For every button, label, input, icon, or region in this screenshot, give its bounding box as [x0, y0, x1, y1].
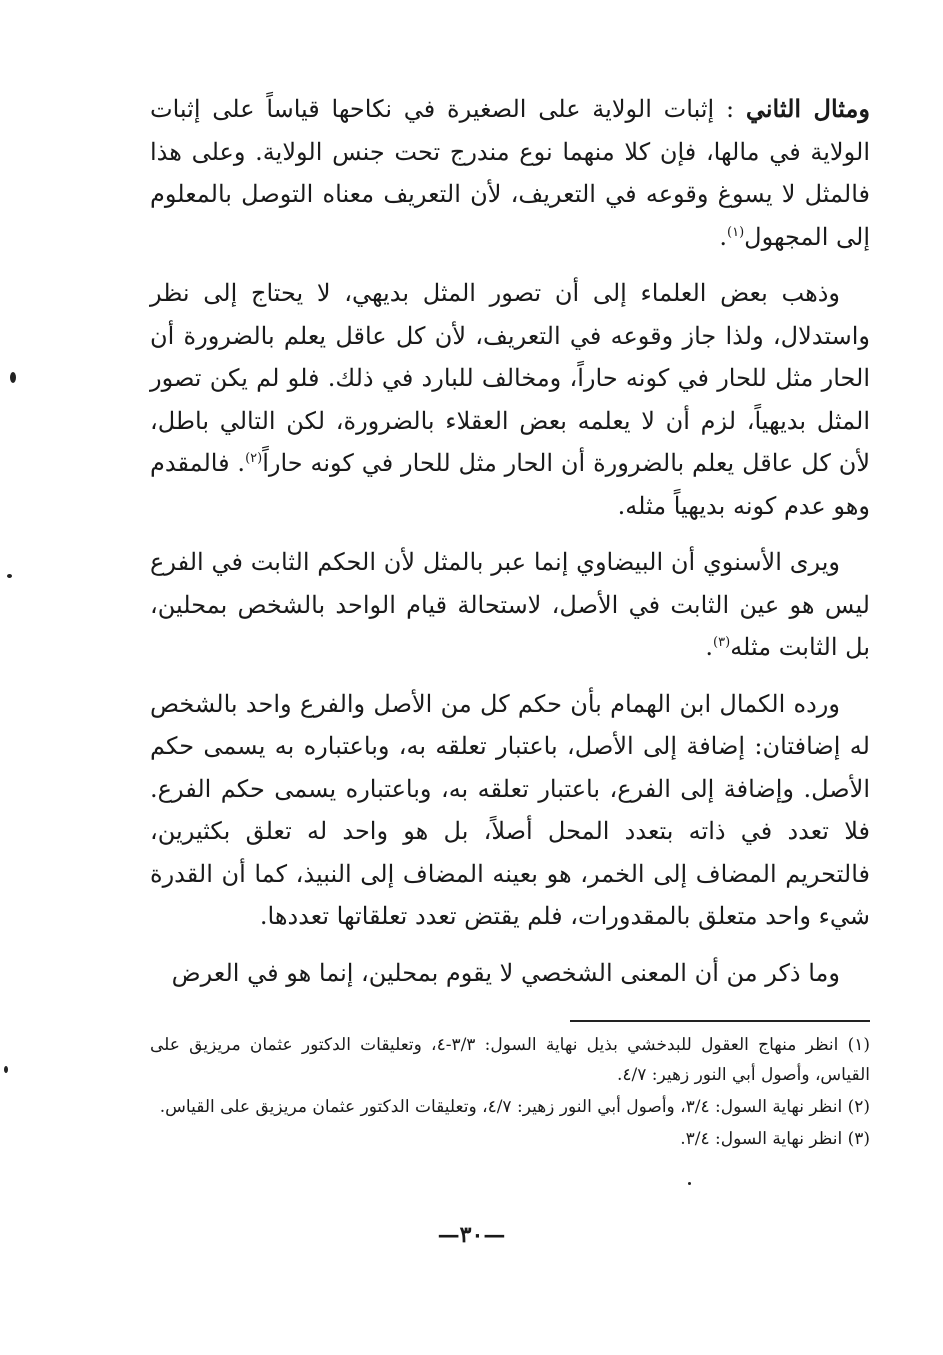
scan-speck — [10, 372, 16, 383]
paragraph-text: وما ذكر من أن المعنى الشخصي لا يقوم بمحلين، إنما هو في العرض — [171, 958, 840, 987]
footnote-3: (٣) انظر نهاية السول: ٣/٤. — [680, 1129, 870, 1149]
footnote-2: (٢) انظر نهاية السول: ٣/٤، وأصول أبي النور زهير: ٤/٧، وتعليقات الدكتور عثمان مريزيق على القياس. — [159, 1097, 870, 1117]
footnote-divider — [570, 1020, 870, 1022]
document-page — [150, 88, 870, 1008]
paragraph-2 — [150, 272, 870, 527]
footnote-1: (١) انظر منهاج العقول للبدخشي بذيل نهاية السول: ٣/٣-٤، وتعليقات الدكتور عثمان مريزيق على القياس، وأصول أبي النور زهير: ٤/٧. — [150, 1035, 870, 1085]
footnote-ref-1[interactable]: (١) — [727, 224, 745, 240]
paragraph-3 — [150, 541, 870, 669]
scan-speck — [7, 574, 12, 578]
footnote-ref-3[interactable]: (٣) — [713, 635, 731, 650]
paragraph-text: : إثبات الولاية على الصغيرة في نكاحها قياساً على إثبات الولاية في مالها، فإن كلا منهما نوع مندرج تحت جنس الولاية. وعلى هذا فالمثل لا يسوغ وقوعه في التعريف، لأن التعريف معناه التوصل بالمعلوم إلى المجهول — [150, 95, 870, 251]
paragraph-5 — [150, 952, 870, 995]
paragraph-tail: . — [705, 633, 714, 661]
paragraph-tail: . فالمقدم وهو عدم كونه بديهياً مثله. — [150, 449, 870, 520]
paragraph-1 — [150, 88, 870, 258]
paragraph-text: ويرى الأسنوي أن البيضاوي إنما عبر بالمثل لأن الحكم الثابت في الفرع ليس هو عين الثابت في الأصل، لاستحالة قيام الواحد بالشخص بمحلين، بل الثابت مثله — [150, 548, 870, 661]
footnotes-section — [150, 1020, 870, 1156]
scan-speck — [688, 1182, 691, 1185]
paragraph-text: ورده الكمال ابن الهمام بأن حكم كل من الأصل والفرع واحد بالشخص له إضافتان: إضافة إلى الأصل، باعتبار تعلقه به، وباعتباره به يسمى حكم الأصل. وإضافة إلى الفرع، باعتبار تعلقه به، وباعتباره يسمى حكم الفرع. فلا تعدد في ذاته بتعدد المحل أصلاً، بل هو واحد له تعلق بكثيرين، فالتحريم المضاف إلى الخمر، هو بعينه المضاف إلى النبيذ، كما أن القدرة شيء واحد متعلق بالمقدورات، فلم يقتض تعدد تعلقاتها تعددها. — [150, 689, 870, 930]
paragraph-tail: . — [719, 222, 727, 251]
paragraph-4 — [150, 683, 870, 938]
paragraph-text: وذهب بعض العلماء إلى أن تصور المثل بديهي، لا يحتاج إلى نظر واستدلال، ولذا جاز وقوعه في التعريف، لأن كل عاقل يعلم بالضرورة أن الحار مثل للحار في كونه حاراً، ومخالف للبارد في ذلك. فلو لم يكن تصور المثل بديهياً، لزم أن لا يعلمه بعض العقلاء بالضرورة، لكن التالي باطل، لأن كل عاقل يعلم بالضرورة أن الحار مثل للحار في كونه حاراً — [150, 279, 871, 477]
footnote-ref-2[interactable]: (٢) — [245, 451, 263, 466]
body-text — [150, 88, 870, 994]
scan-speck — [4, 1066, 8, 1073]
paragraph-lead: ومثال الثاني — [745, 94, 870, 123]
page-number: —٣٠— — [437, 1222, 506, 1248]
